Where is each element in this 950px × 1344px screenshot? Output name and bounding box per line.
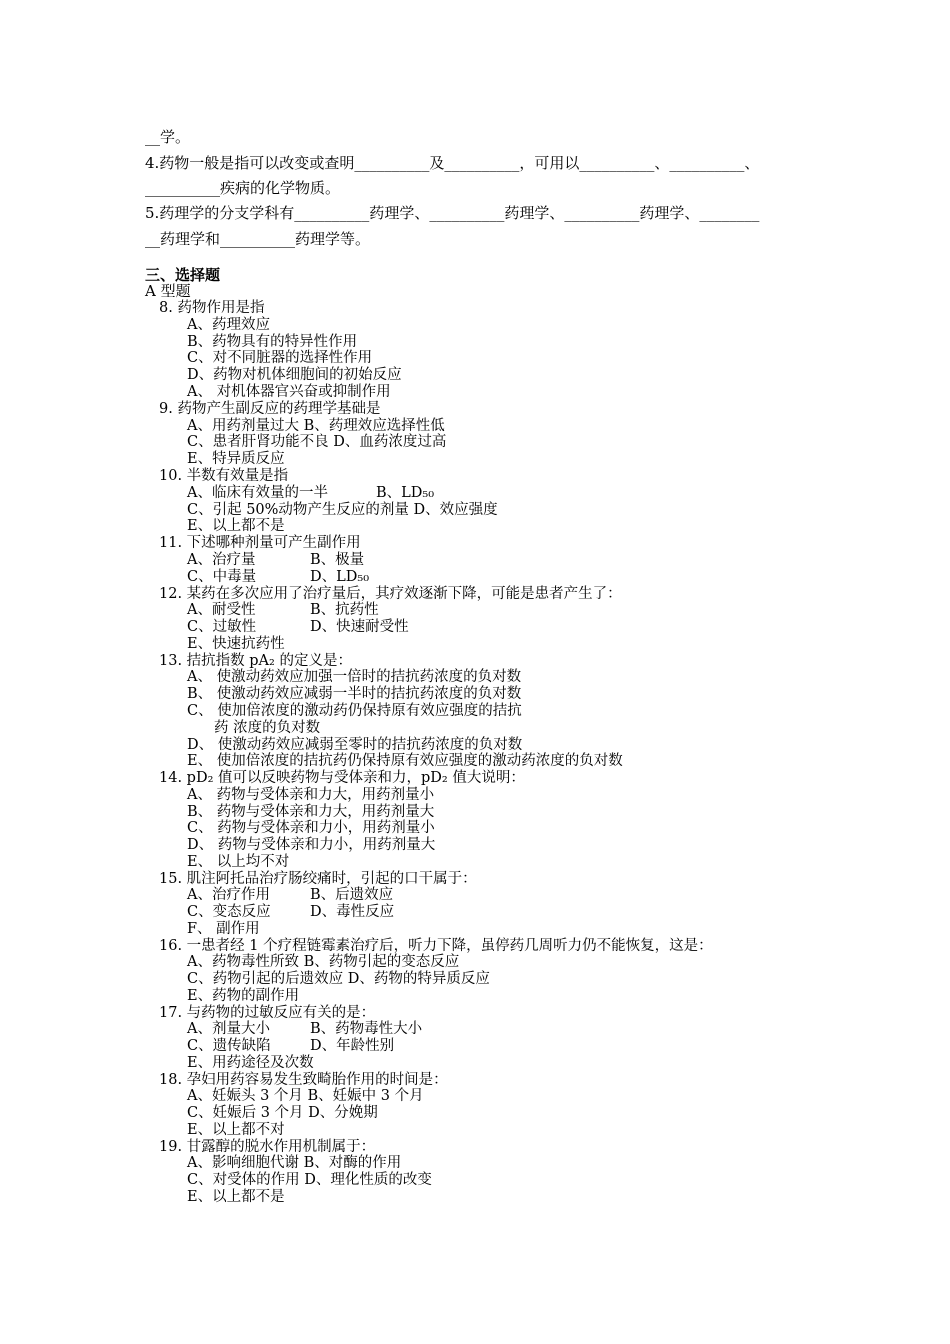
option: A、耐受性 [187,602,256,618]
option: B、极量 [310,552,365,568]
option: A、用药剂量过大 B、药理效应选择性低 [187,418,445,434]
question-stem: 9. 药物产生副反应的药理学基础是 [159,401,381,417]
option: A、药物毒性所致 B、药物引起的变态反应 [187,954,460,970]
option: A、 对机体器官兴奋或抑制作用 [187,384,391,400]
question-stem: 10. 半数有效量是指 [159,468,289,484]
option: A、妊娠头 3 个月 B、妊娠中 3 个月 [187,1088,424,1104]
option: E、以上都不是 [187,518,285,534]
question-stem: 16. 一患者经 1 个疗程链霉素治疗后，听力下降，虽停药几周听力仍不能恢复，这是： [159,938,713,954]
option: E、 以上均不对 [187,854,290,870]
option: C、妊娠后 3 个月 D、分娩期 [187,1105,378,1121]
fill-blank-line: __药理学和__________药理学等。 [145,230,371,248]
option: E、快速抗药性 [187,636,285,652]
option: C、对受体的作用 D、理化性质的改变 [187,1172,432,1188]
option: C、引起 50%动物产生反应的剂量 D、效应强度 [187,502,498,518]
option: B、药物具有的特异性作用 [187,334,358,350]
option: A、临床有效量的一半 [187,485,328,501]
question-stem: 8. 药物作用是指 [159,300,265,316]
option: D、毒性反应 [310,904,395,920]
option: C、对不同脏器的选择性作用 [187,350,373,366]
option: A、剂量大小 [187,1021,270,1037]
option: D、快速耐受性 [310,619,409,635]
question-stem: 18. 孕妇用药容易发生致畸胎作用的时间是： [159,1072,448,1088]
option: C、中毒量 [187,569,257,585]
option: B、LD₅₀ [376,485,435,501]
question-stem: 12. 某药在多次应用了治疗量后，其疗效逐渐下降，可能是患者产生了： [159,586,622,602]
question-stem: 14. pD₂ 值可以反映药物与受体亲和力，pD₂ 值大说明： [159,770,525,786]
section-title: 三、选择题 [145,266,221,284]
option: D、LD₅₀ [310,569,370,585]
option: A、 使激动药效应加强一倍时的拮抗药浓度的负对数 [187,669,522,685]
fill-blank-question-5: 5.药理学的分支学科有__________药理学、__________药理学、__________药理学、________ [145,204,760,222]
option: E、用药途径及次数 [187,1055,314,1071]
option: C、变态反应 [187,904,271,920]
option-continuation: 药 浓度的负对数 [214,720,321,736]
option: B、抗药性 [310,602,379,618]
option: A、治疗量 [187,552,256,568]
option: C、过敏性 [187,619,257,635]
fill-blank-line: __________疾病的化学物质。 [145,179,341,197]
option: C、患者肝肾功能不良 D、血药浓度过高 [187,434,447,450]
option: D、 使激动药效应减弱至零时的拮抗药浓度的负对数 [187,737,523,753]
question-stem: 19. 甘露醇的脱水作用机制属于： [159,1139,376,1155]
option: C、 药物与受体亲和力小，用药剂量小 [187,820,435,836]
option: D、药物对机体细胞间的初始反应 [187,367,402,383]
option: B、后遗效应 [310,887,394,903]
option: B、药物毒性大小 [310,1021,423,1037]
option: A、药理效应 [187,317,270,333]
option: E、 使加倍浓度的拮抗药仍保持原有效应强度的激动药浓度的负对数 [187,753,623,769]
option: F、 副作用 [187,921,260,937]
question-stem: 11. 下述哪种剂量可产生副作用 [159,535,361,551]
option: A、 药物与受体亲和力大，用药剂量小 [187,787,435,803]
option: A、影响细胞代谢 B、对酶的作用 [187,1155,402,1171]
option: B、 使激动药效应减弱一半时的拮抗药浓度的负对数 [187,686,522,702]
option: B、 药物与受体亲和力大，用药剂量大 [187,804,435,820]
fill-blank-question-4: 4.药物一般是指可以改变或查明__________及__________，可用以__________、__________、 [145,154,760,172]
option: D、 药物与受体亲和力小，用药剂量大 [187,837,436,853]
option: D、年龄性别 [310,1038,395,1054]
option: E、以上都不是 [187,1189,285,1205]
option: E、药物的副作用 [187,988,300,1004]
question-stem: 17. 与药物的过敏反应有关的是： [159,1005,376,1021]
option: C、药物引起的后遗效应 D、药物的特异质反应 [187,971,490,987]
option: C、 使加倍浓度的激动药仍保持原有效应强度的拮抗 [187,703,522,719]
question-stem: 13. 拮抗指数 pA₂ 的定义是： [159,653,352,669]
option: E、以上都不对 [187,1122,285,1138]
question-stem: 15. 肌注阿托品治疗肠绞痛时，引起的口干属于： [159,871,477,887]
option: C、遗传缺陷 [187,1038,271,1054]
fill-blank-line: __学。 [145,128,191,146]
option: A、治疗作用 [187,887,270,903]
question-type-label: A 型题 [145,282,191,300]
option: E、特异质反应 [187,451,285,467]
